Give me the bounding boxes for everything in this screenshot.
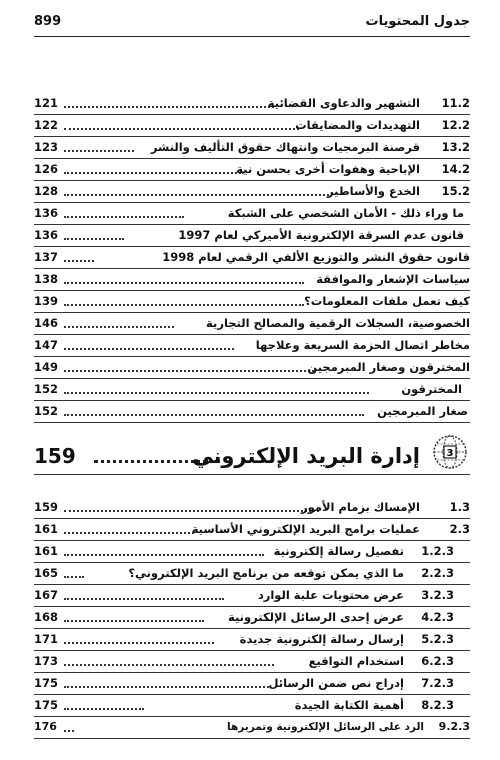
entry-title: عرض إحدى الرسائل الإلكترونية: [227, 610, 404, 624]
entry-page: 128: [34, 184, 59, 198]
entry-page: 165: [34, 566, 59, 580]
entry-number: 11.2: [441, 96, 470, 110]
dot-leader: [64, 128, 299, 130]
toc-entry[interactable]: [34, 356, 470, 379]
entry-page: 171: [34, 632, 59, 646]
entry-title: ما وراء ذلك - الأمان الشخصي على الشبكة: [227, 206, 464, 220]
entry-title: صغار المبرمجين: [377, 404, 468, 418]
entry-page: 175: [34, 676, 59, 690]
dot-leader: [64, 664, 274, 666]
entry-title: الخصوصية، السجلات الرقمية والمصالح التجارية: [206, 316, 470, 330]
entry-number: 5.2.3: [421, 632, 454, 646]
entry-page: 152: [34, 382, 59, 396]
dot-leader: [64, 598, 224, 600]
svg-text:3: 3: [446, 448, 454, 459]
dot-leader: [64, 532, 194, 534]
toc-entry[interactable]: [34, 290, 470, 313]
toc-entry[interactable]: [34, 672, 470, 695]
toc-entry[interactable]: [34, 694, 470, 717]
toc-entry[interactable]: [34, 202, 470, 225]
toc-entry[interactable]: [34, 246, 470, 269]
dot-leader: [64, 150, 134, 152]
entry-page: 121: [34, 96, 59, 110]
dot-leader: [64, 686, 269, 688]
entry-title: قانون حقوق النشر والتوزيع الألفي الرقمي لعام 1998: [162, 250, 470, 264]
entry-title: قانون عدم السرقة الإلكترونية الأميركي لعام 1997: [178, 228, 464, 242]
dot-leader: [64, 392, 369, 394]
entry-title: المخترقون: [401, 382, 462, 396]
entry-title: الإمساك بزمام الأمور: [301, 500, 420, 514]
dot-leader: [64, 260, 94, 262]
entry-title: إرسال رسالة إلكترونية جديدة: [239, 632, 404, 646]
entry-title: الخدع والأساطير: [326, 184, 420, 198]
dot-leader: [64, 216, 184, 218]
entry-number: 12.2: [441, 118, 470, 132]
entry-number: 6.2.3: [421, 654, 454, 668]
chapter-page: 159: [34, 444, 76, 468]
entry-page: 123: [34, 140, 59, 154]
page-header: [34, 10, 470, 37]
entry-title: التشهير والدعاوى القضائية: [267, 96, 420, 110]
dot-leader: [64, 414, 364, 416]
dot-leader: [64, 106, 274, 108]
toc-entry[interactable]: [34, 540, 470, 563]
entry-page: 152: [34, 404, 59, 418]
entry-title: مخاطر اتصال الحزمة السريعة وعلاجها: [255, 338, 470, 352]
toc-entry[interactable]: [34, 606, 470, 629]
entry-page: 147: [34, 338, 59, 352]
dot-leader: [64, 326, 174, 328]
entry-page: 175: [34, 698, 59, 712]
entry-number: 7.2.3: [421, 676, 454, 690]
toc-entry[interactable]: [34, 136, 470, 159]
toc-entry[interactable]: [34, 378, 470, 401]
toc-entry[interactable]: [34, 650, 470, 673]
entry-page: 136: [34, 206, 59, 220]
entry-title: استخدام التواقيع: [308, 654, 404, 668]
entry-title: تفصيل رسالة إلكترونية: [273, 544, 404, 558]
dot-leader: [64, 304, 304, 306]
toc-entry[interactable]: [34, 114, 470, 137]
toc-entry[interactable]: [34, 400, 470, 423]
toc-entry[interactable]: [34, 562, 470, 585]
dot-leader: [64, 370, 314, 372]
entry-title: أهمية الكتابة الجيدة: [294, 698, 404, 712]
toc-entry[interactable]: [34, 716, 470, 739]
chapter-heading[interactable]: [34, 438, 470, 475]
dot-leader: [64, 348, 234, 350]
toc-entry[interactable]: [34, 224, 470, 247]
entry-title: سياسات الإشعار والموافقة: [316, 272, 470, 286]
entry-title: ما الذي يمكن توقعه من برنامج البريد الإلكتروني؟: [128, 566, 404, 580]
entry-page: 136: [34, 228, 59, 242]
entry-page: 168: [34, 610, 59, 624]
dot-leader: [64, 194, 329, 196]
entry-title: قرصنة البرمجيات وانتهاك حقوق التأليف والنشر: [150, 140, 420, 154]
toc-entry[interactable]: [34, 334, 470, 357]
entry-title: كيف تعمل ملفات المعلومات؟: [304, 294, 470, 308]
entry-number: 4.2.3: [421, 610, 454, 624]
entry-page: 167: [34, 588, 59, 602]
entry-page: 146: [34, 316, 59, 330]
entry-number: 3.2.3: [421, 588, 454, 602]
dot-leader: [64, 172, 244, 174]
entry-page: 176: [34, 720, 57, 733]
entry-number: 1.2.3: [421, 544, 454, 558]
entry-page: 137: [34, 250, 59, 264]
toc-entry[interactable]: [34, 628, 470, 651]
entry-number: 9.2.3: [438, 720, 470, 733]
toc-entry[interactable]: [34, 496, 470, 519]
entry-title: الرد على الرسائل الإلكترونية وتمريرها: [227, 721, 424, 733]
dot-leader: [64, 708, 144, 710]
entry-page: 126: [34, 162, 59, 176]
entry-page: 138: [34, 272, 59, 286]
toc-entry[interactable]: [34, 312, 470, 335]
entry-title: إدراج نص ضمن الرسائل: [268, 676, 404, 690]
dot-leader: [64, 510, 319, 512]
entry-number: 8.2.3: [421, 698, 454, 712]
toc-entry[interactable]: [34, 518, 470, 541]
toc-entry[interactable]: [34, 584, 470, 607]
entry-title: الإباحية وهفوات أخرى بحسن نية: [236, 162, 420, 176]
toc-entry[interactable]: [34, 92, 470, 115]
entry-number: 13.2: [441, 140, 470, 154]
dot-leader: [64, 554, 264, 556]
entry-title: التهديدات والمضايقات: [295, 118, 420, 132]
entry-title: المخترقون وصغار المبرمجين: [307, 360, 470, 374]
entry-page: 159: [34, 500, 59, 514]
toc-entry[interactable]: [34, 268, 470, 291]
entry-title: عرض محتويات علبة الوارد: [257, 588, 404, 602]
dot-leader: [64, 576, 84, 578]
dot-leader: [64, 282, 304, 284]
chapter-title: إدارة البريد الإلكتروني: [192, 444, 420, 468]
entry-page: 173: [34, 654, 59, 668]
toc-entry[interactable]: [34, 180, 470, 203]
entry-number: 1.3: [449, 500, 470, 514]
dot-leader: [64, 238, 124, 240]
entry-number: 14.2: [441, 162, 470, 176]
entry-page: 149: [34, 360, 59, 374]
page-number: 899: [34, 14, 62, 29]
dot-leader: [64, 642, 214, 644]
entry-page: 161: [34, 544, 59, 558]
entry-page: 139: [34, 294, 59, 308]
entry-number: 2.2.3: [421, 566, 454, 580]
dot-leader: [64, 730, 74, 732]
dot-leader: [64, 620, 204, 622]
entry-page: 161: [34, 522, 59, 536]
globe-icon: [430, 432, 470, 474]
entry-page: 122: [34, 118, 59, 132]
running-title: جدول المحتويات: [365, 14, 470, 29]
toc-entry[interactable]: [34, 158, 470, 181]
entry-number: 15.2: [441, 184, 470, 198]
entry-title: عمليات برامج البريد الإلكتروني الأساسية: [191, 522, 420, 536]
entry-number: 2.3: [449, 522, 470, 536]
